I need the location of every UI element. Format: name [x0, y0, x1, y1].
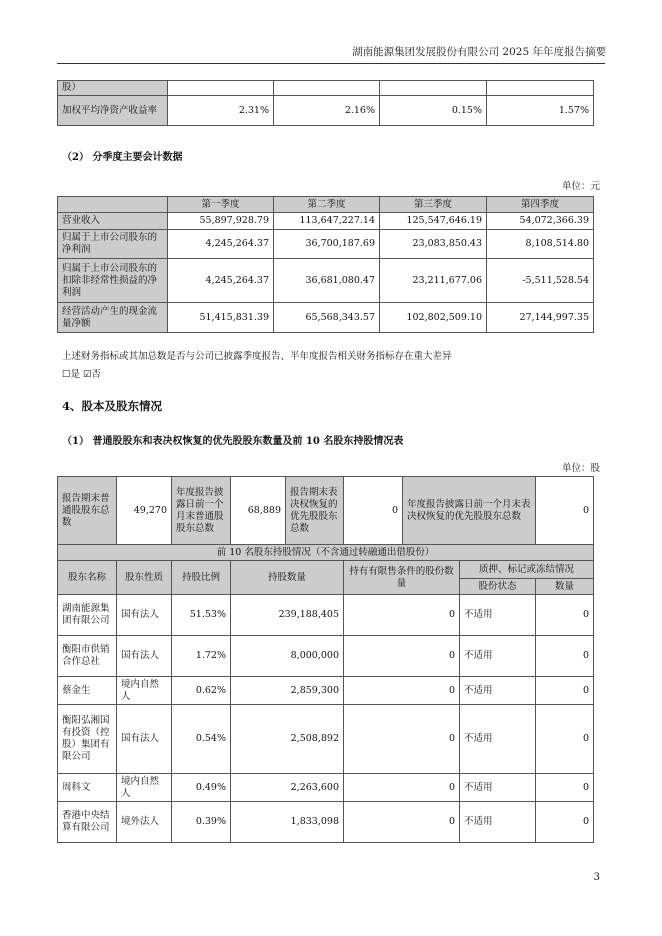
- holder-amount: 0: [536, 774, 594, 802]
- holder-restricted: 0: [344, 595, 460, 636]
- table-row: [58, 595, 594, 636]
- holder-ratio: 0.62%: [172, 677, 231, 705]
- holder-status: 不适用: [460, 802, 536, 843]
- holder-amount: 0: [536, 705, 594, 774]
- col-header-pledge: 质押、标记或冻结情况: [460, 561, 594, 579]
- holder-qty: 2,263,600: [231, 774, 344, 802]
- table-cell: 36,681,080.47: [274, 259, 380, 303]
- holder-status: 不适用: [460, 636, 536, 677]
- summary-label-preferred-prior-month: 年度报告披露日前一个月末表决权恢复的优先股股东总数: [403, 477, 536, 545]
- financial-indicator-table-tail: [57, 80, 594, 126]
- holder-ratio: 0.49%: [172, 774, 231, 802]
- holder-name: 周科文: [58, 774, 117, 802]
- holder-amount: 0: [536, 636, 594, 677]
- holder-qty: 239,188,405: [231, 595, 344, 636]
- roe-label: 加权平均净资产收益率: [58, 96, 168, 126]
- table-cell: 55,897,928.79: [168, 213, 274, 230]
- holder-ratio: 0.39%: [172, 802, 231, 843]
- col-header-amount: 数量: [536, 579, 594, 595]
- quarterly-header-blank: [58, 197, 168, 213]
- quarterly-choice: ☐是 ☑否: [62, 369, 102, 380]
- summary-value-preferred: 0: [344, 477, 403, 545]
- summary-value-holders: 49,270: [117, 477, 172, 545]
- summary-value-holders-prior-month: 68,889: [231, 477, 286, 545]
- table-cell: 27,144,997.35: [487, 303, 594, 333]
- holder-status: 不适用: [460, 677, 536, 705]
- holder-ratio: 1.72%: [172, 636, 231, 677]
- col-header-restricted: 持有有限售条件的股份数量: [344, 561, 460, 595]
- table-cell: 102,802,509.10: [380, 303, 487, 333]
- holder-nature: 国有法人: [117, 636, 172, 677]
- holder-status: 不适用: [460, 774, 536, 802]
- holder-ratio: 51.53%: [172, 595, 231, 636]
- holder-qty: 1,833,098: [231, 802, 344, 843]
- table-cell: 51,415,831.39: [168, 303, 274, 333]
- holder-amount: 0: [536, 595, 594, 636]
- quarterly-header-q2: 第二季度: [274, 197, 380, 213]
- col-header-ratio: 持股比例: [172, 561, 231, 595]
- table-cell: 23,211,677.06: [380, 259, 487, 303]
- quarterly-table: [57, 196, 594, 333]
- holder-restricted: 0: [344, 774, 460, 802]
- table-cell: 23,083,850.43: [380, 230, 487, 259]
- shareholder-table: [57, 476, 594, 843]
- holder-nature: 境内自然人: [117, 774, 172, 802]
- roe-value: 2.31%: [168, 96, 274, 126]
- table-cell: 125,547,646.19: [380, 213, 487, 230]
- table-row: [58, 705, 594, 774]
- holder-ratio: 0.54%: [172, 705, 231, 774]
- roe-value: 1.57%: [487, 96, 594, 126]
- quarterly-header-q4: 第四季度: [487, 197, 594, 213]
- holder-status: 不适用: [460, 595, 536, 636]
- header-divider: [57, 63, 605, 64]
- table-cell: 113,647,227.14: [274, 213, 380, 230]
- holder-name: 香港中央结算有限公司: [58, 802, 117, 843]
- table-row-label: 经营活动产生的现金流量净额: [58, 303, 168, 333]
- holder-nature: 境外法人: [117, 802, 172, 843]
- holder-name: 衡阳弘湘国有投资（控股）集团有限公司: [58, 705, 117, 774]
- holder-name: 蔡金生: [58, 677, 117, 705]
- table-cell: 4,245,264.37: [168, 230, 274, 259]
- page-number: 3: [593, 872, 600, 883]
- holder-qty: 8,000,000: [231, 636, 344, 677]
- quarterly-heading: （2） 分季度主要会计数据: [62, 152, 183, 163]
- quarterly-unit: 单位：元: [561, 181, 600, 192]
- holder-restricted: 0: [344, 802, 460, 843]
- quarterly-header-q1: 第一季度: [168, 197, 274, 213]
- table-row: [58, 802, 594, 843]
- summary-label-holders-prior-month: 年度报告披露日前一个月末普通股股东总数: [172, 477, 231, 545]
- holder-nature: 国有法人: [117, 595, 172, 636]
- table-cell: -5,511,528.54: [487, 259, 594, 303]
- holder-status: 不适用: [460, 705, 536, 774]
- shares-subheading: （1） 普通股股东和表决权恢复的优先股股东数量及前 10 名股东持股情况表: [62, 436, 404, 447]
- holder-name: 湖南能源集团有限公司: [58, 595, 117, 636]
- quarterly-note: 上述财务指标或其加总数是否与公司已披露季度报告、半年度报告相关财务指标存在重大差异: [62, 351, 452, 362]
- table-cell: 4,245,264.37: [168, 259, 274, 303]
- summary-label-preferred: 报告期末表决权恢复的优先股股东总数: [286, 477, 344, 545]
- col-header-qty: 持股数量: [231, 561, 344, 595]
- table-row: [58, 774, 594, 802]
- holder-nature: 境内自然人: [117, 677, 172, 705]
- shares-unit: 单位：股: [561, 463, 600, 474]
- table-row: [58, 677, 594, 705]
- holder-restricted: 0: [344, 705, 460, 774]
- summary-label-holders: 报告期末普通股股东总数: [58, 477, 117, 545]
- holder-restricted: 0: [344, 677, 460, 705]
- table-row: [58, 636, 594, 677]
- top10-title: 前 10 名股东持股情况（不含通过转融通出借股份）: [58, 545, 594, 561]
- holder-nature: 国有法人: [117, 705, 172, 774]
- page-header-title: 湖南能源集团发展股份有限公司 2025 年年度报告摘要: [352, 46, 606, 58]
- col-header-status: 股份状态: [460, 579, 536, 595]
- roe-value: 0.15%: [380, 96, 487, 126]
- holder-amount: 0: [536, 802, 594, 843]
- holder-amount: 0: [536, 677, 594, 705]
- row-label-continued: 股）: [58, 81, 168, 96]
- table-cell: 54,072,366.39: [487, 213, 594, 230]
- col-header-nature: 股东性质: [117, 561, 172, 595]
- quarterly-header-q3: 第三季度: [380, 197, 487, 213]
- table-cell: 65,568,343.57: [274, 303, 380, 333]
- holder-qty: 2,508,892: [231, 705, 344, 774]
- table-row-label: 归属于上市公司股东的净利润: [58, 230, 168, 259]
- col-header-name: 股东名称: [58, 561, 117, 595]
- roe-value: 2.16%: [274, 96, 380, 126]
- holder-qty: 2,859,300: [231, 677, 344, 705]
- shares-heading: 4、股本及股东情况: [62, 399, 163, 413]
- table-cell: 36,700,187.69: [274, 230, 380, 259]
- summary-value-preferred-prior-month: 0: [536, 477, 594, 545]
- table-cell: 8,108,514.80: [487, 230, 594, 259]
- holder-restricted: 0: [344, 636, 460, 677]
- holder-name: 衡阳市供销合作总社: [58, 636, 117, 677]
- table-row-label: 营业收入: [58, 213, 168, 230]
- table-row-label: 归属于上市公司股东的扣除非经常性损益的净利润: [58, 259, 168, 303]
